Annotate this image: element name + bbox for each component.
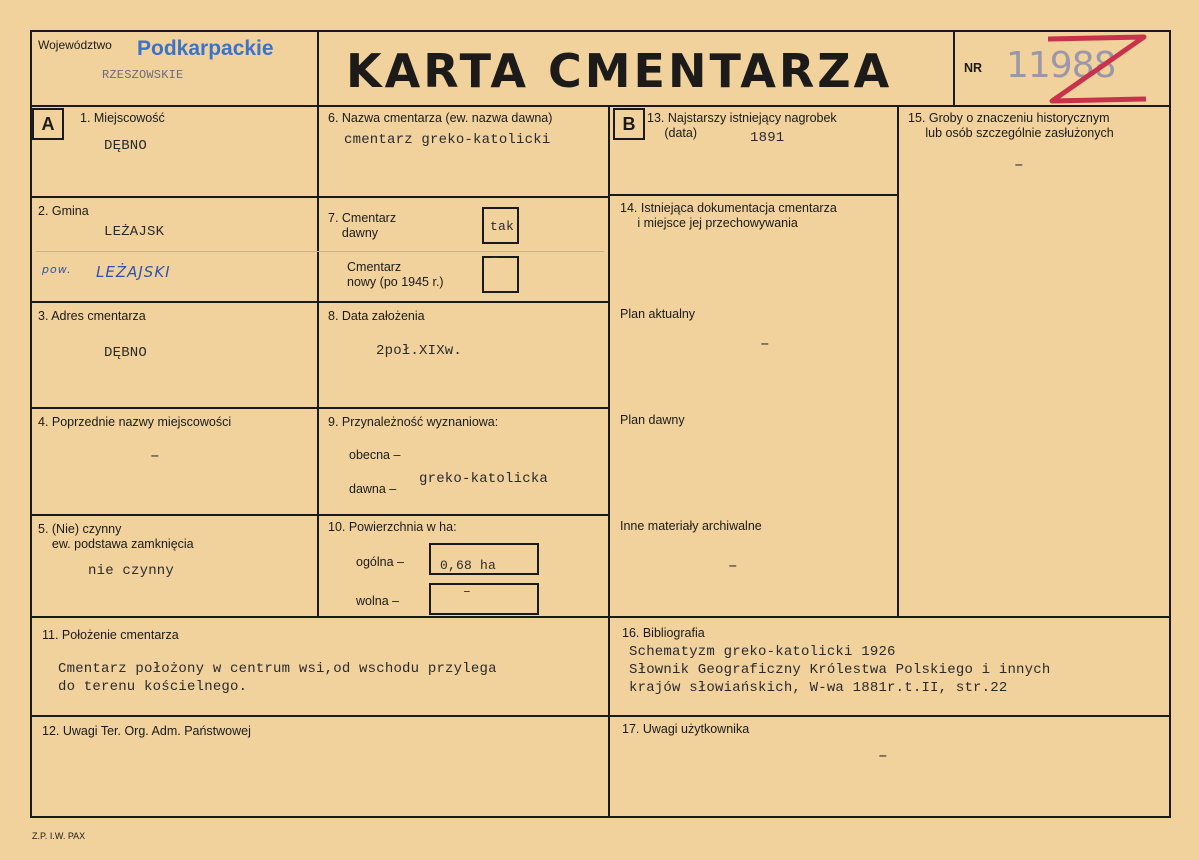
field-2-label: 2. Gmina <box>38 204 89 218</box>
header-rule <box>30 105 1171 107</box>
field-11-value-line1: Cmentarz położony w centrum wsi,od wschodu przylega <box>58 661 497 677</box>
header-divider-1 <box>317 30 319 107</box>
field-12-label: 12. Uwagi Ter. Org. Adm. Państwowej <box>42 724 251 738</box>
field-8-value: 2poł.XIXw. <box>376 343 463 359</box>
card-title: KARTA CMENTARZA <box>346 44 893 98</box>
field-10-free-label: wolna – <box>356 594 400 608</box>
col-line-3 <box>897 105 899 618</box>
field-7-new-label: Cmentarz nowy (po 1945 r.) <box>347 260 444 289</box>
nr-label: NR <box>964 61 983 75</box>
field-14-label: 14. Istniejąca dokumentacja cmentarza i miejsce jej przechowywania <box>620 201 837 230</box>
field-8-label: 8. Data założenia <box>328 309 425 323</box>
nr-red-mark <box>1044 33 1148 105</box>
field-11-label: 11. Położenie cmentarza <box>42 628 179 642</box>
row-line-2 <box>30 301 610 303</box>
section-b-letter: B <box>613 108 645 140</box>
wojewodztwo-stamp: Podkarpackie <box>137 37 274 60</box>
field-17-value: – <box>878 747 888 765</box>
row-line-b <box>608 194 898 196</box>
frame-top <box>30 30 1171 32</box>
field-16-line2: Słownik Geograficzny Królestwa Polskiego i innych <box>629 662 1051 678</box>
field-7-old-value: tak <box>490 219 515 234</box>
field-11-value-line2: do terenu kościelnego. <box>58 679 248 695</box>
field-14-plan-current: Plan aktualny <box>620 307 696 321</box>
printer-imprint: Z.P. I.W. PAX <box>32 831 86 841</box>
field-10-free-box <box>429 583 539 615</box>
field-15-label: 15. Groby o znaczeniu historycznym lub osób szczególnie zasłużonych <box>908 111 1114 140</box>
field-10-label: 10. Powierzchnia w ha: <box>328 520 457 534</box>
row-line-3 <box>30 407 610 409</box>
field-7-new-box <box>482 256 519 293</box>
section-a-letter: A <box>32 108 64 140</box>
field-14-other-value: – <box>728 557 738 575</box>
wojewodztwo-old: RZESZOWSKIE <box>102 68 184 82</box>
field-1-label: 1. Miejscowość <box>80 111 165 125</box>
row-line-1 <box>30 196 610 198</box>
field-2-divider <box>36 251 604 252</box>
field-10-total-value: 0,68 ha <box>440 558 497 573</box>
field-7-old-label: 7. Cmentarz dawny <box>328 211 397 240</box>
col-line-2 <box>608 105 610 816</box>
field-4-label: 4. Poprzednie nazwy miejscowości <box>38 415 232 429</box>
field-14-plan-current-value: – <box>760 335 770 353</box>
field-17-label: 17. Uwagi użytkownika <box>622 722 750 736</box>
field-13-value: 1891 <box>750 130 785 146</box>
field-1-value: DĘBNO <box>104 138 148 154</box>
field-3-label: 3. Adres cmentarza <box>38 309 146 323</box>
field-13-label: 13. Najstarszy istniejący nagrobek (data) <box>647 111 837 140</box>
field-7-new-value: – <box>491 250 499 265</box>
row-line-4 <box>30 514 610 516</box>
field-10-total-label: ogólna – <box>356 555 404 569</box>
col-line-1 <box>317 105 319 618</box>
frame-bottom <box>30 816 1171 818</box>
field-6-label: 6. Nazwa cmentarza (ew. nazwa dawna) <box>328 111 553 125</box>
field-5-label: 5. (Nie) czynny ew. podstawa zamknięcia <box>38 522 194 551</box>
field-9-label: 9. Przynależność wyznaniowa: <box>328 415 499 429</box>
row-line-5 <box>30 616 1171 618</box>
field-14-plan-old: Plan dawny <box>620 413 685 427</box>
field-9-current-label: obecna – <box>349 448 401 462</box>
field-16-label: 16. Bibliografia <box>622 626 705 640</box>
field-5-value: nie czynny <box>88 563 175 579</box>
field-9-past-label: dawna – <box>349 482 397 496</box>
field-16-line1: Schematyzm greko-katolicki 1926 <box>629 644 896 660</box>
field-16-line3: krajów słowiańskich, W-wa 1881r.t.II, str.22 <box>629 680 1008 696</box>
wojewodztwo-label: Województwo <box>38 38 112 52</box>
header-divider-2 <box>953 30 955 107</box>
field-9-past-value: greko-katolicka <box>419 471 549 487</box>
frame-left <box>30 30 32 818</box>
z-mark-icon <box>1044 33 1148 105</box>
field-10-free-value: – <box>463 584 471 599</box>
field-2-value: LEŻAJSK <box>104 224 165 240</box>
field-6-value: cmentarz greko-katolicki <box>344 132 551 148</box>
field-4-value: – <box>150 447 160 465</box>
field-2-hand-prefix: pow. <box>42 263 72 276</box>
frame-right <box>1169 30 1171 818</box>
field-15-value: – <box>1014 156 1024 174</box>
field-3-value: DĘBNO <box>104 345 148 361</box>
field-14-other: Inne materiały archiwalne <box>620 519 762 533</box>
field-2-hand-value: LEŻAJSKI <box>96 263 171 281</box>
nr-value: 11988 <box>1006 45 1116 86</box>
row-line-6 <box>30 715 1171 717</box>
